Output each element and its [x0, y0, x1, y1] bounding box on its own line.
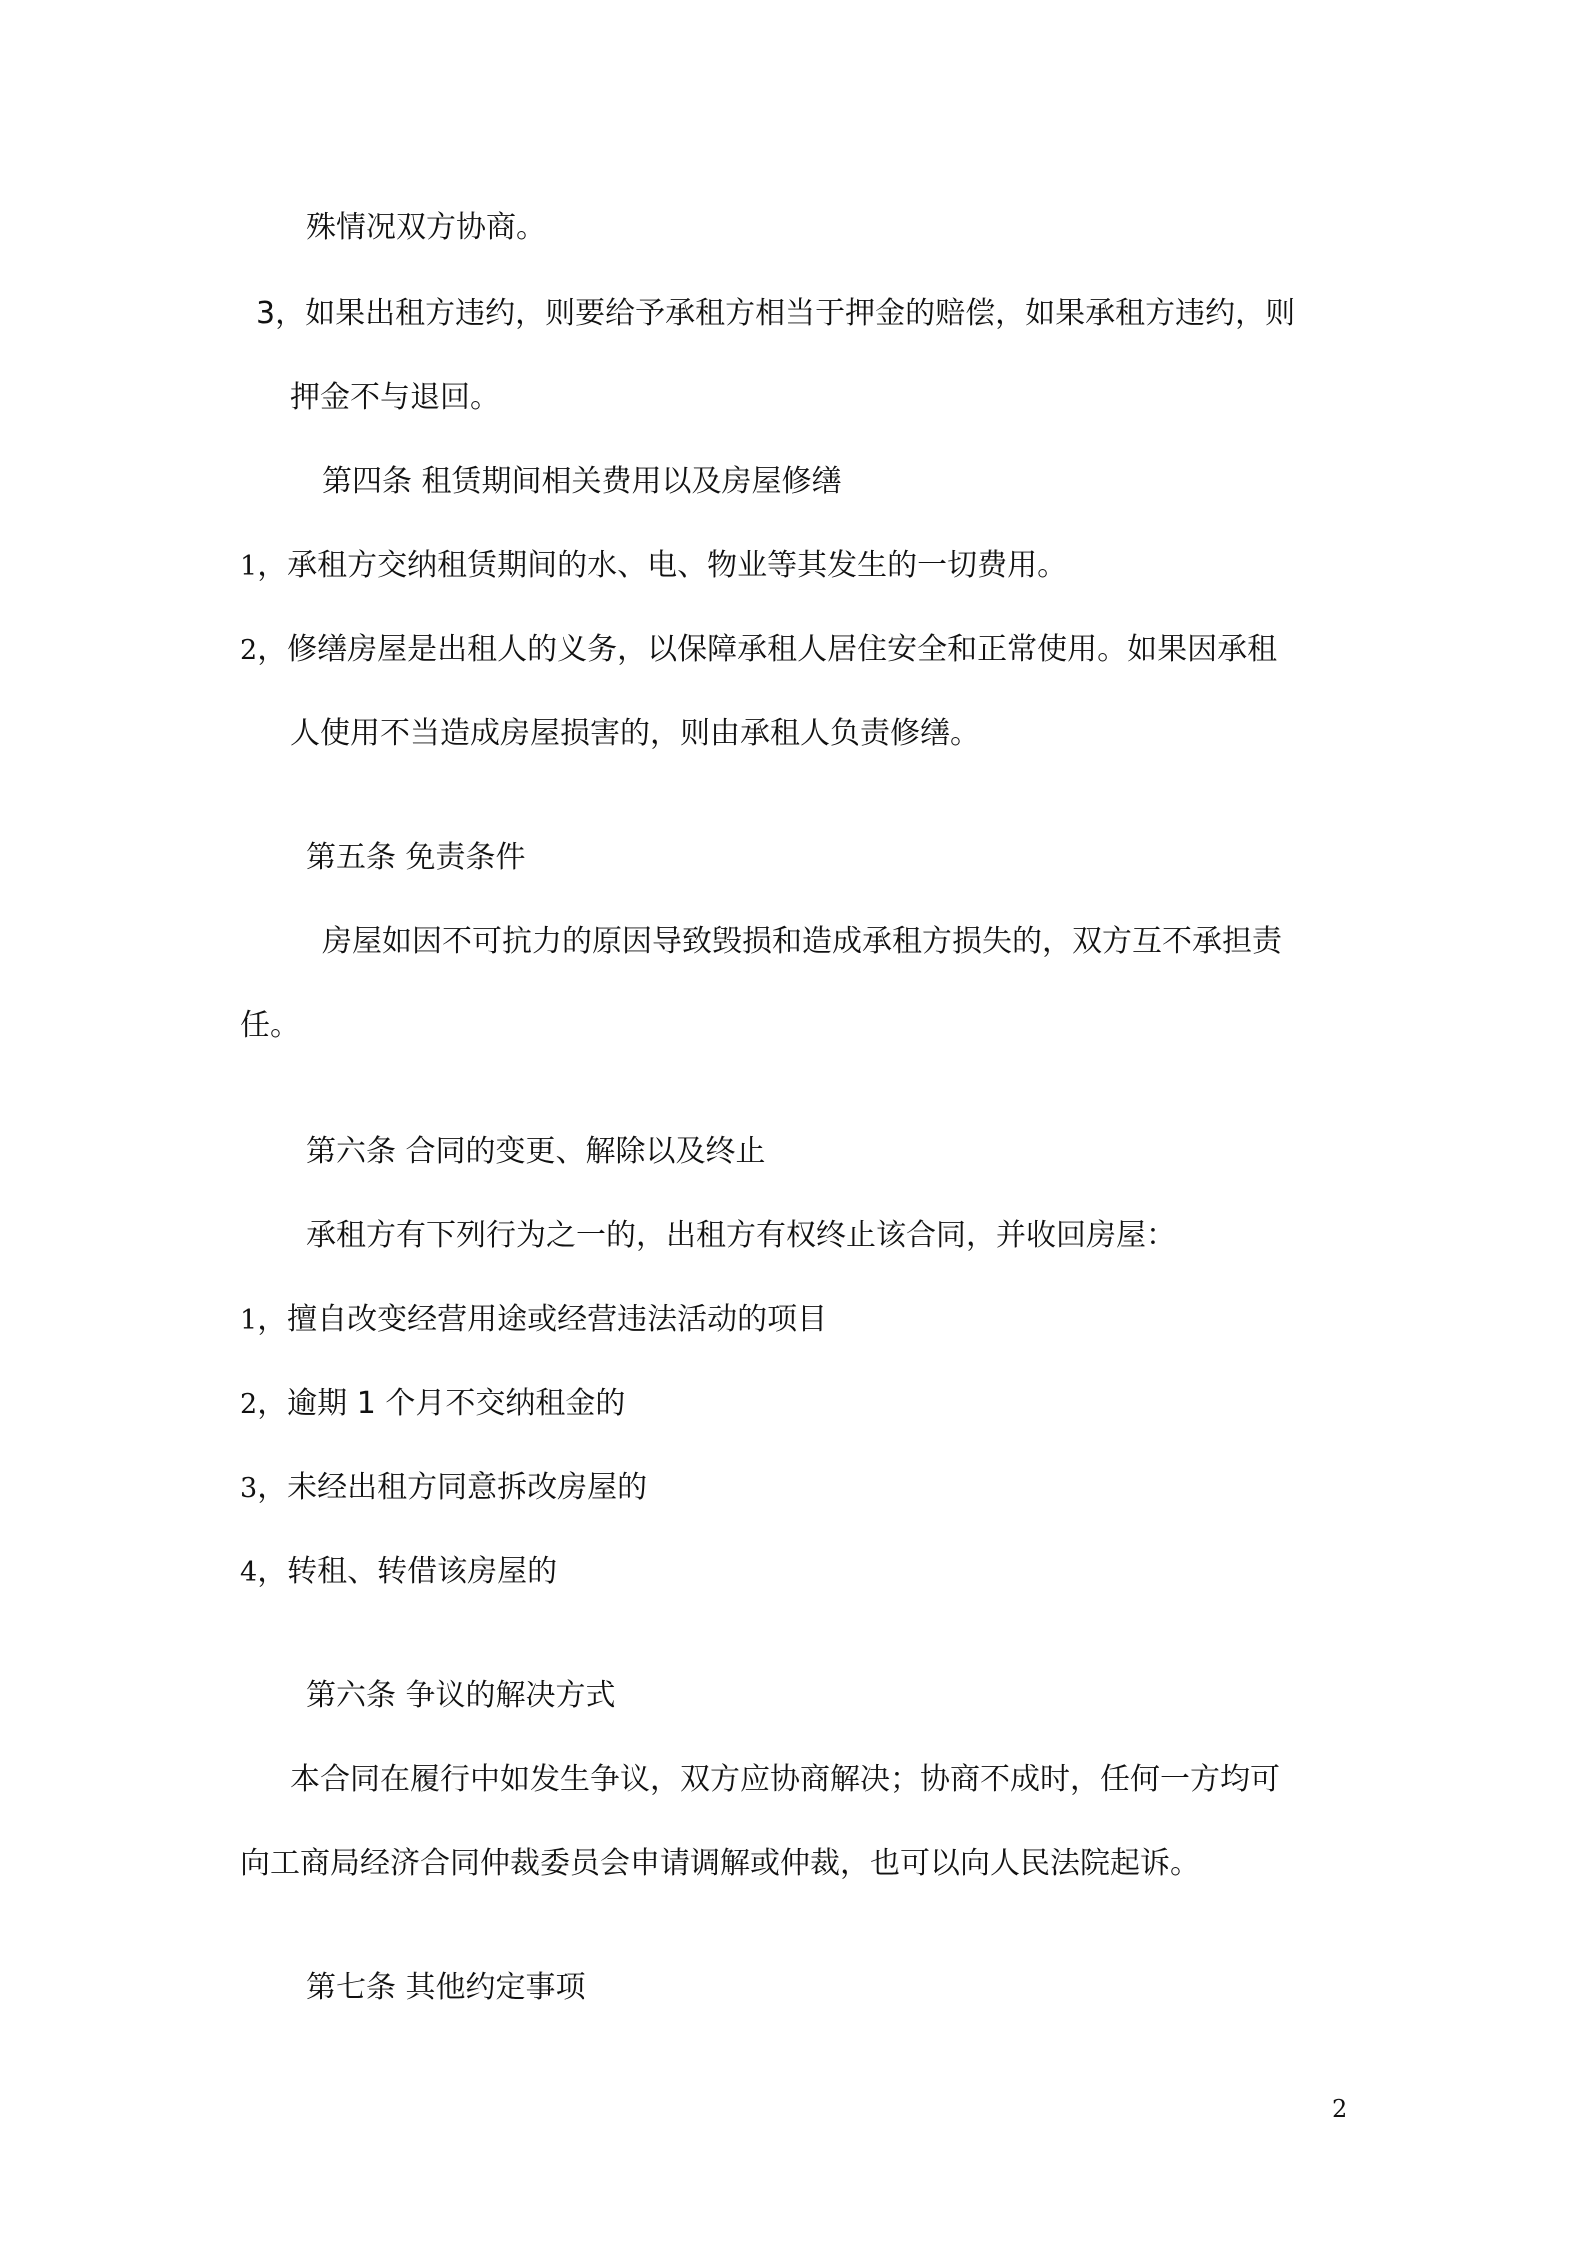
paragraph-continuation: 殊情况双方协商。 — [306, 210, 546, 245]
article-6-intro: 承租方有下列行为之一的，出租方有权终止该合同，并收回房屋： — [306, 1218, 1176, 1253]
article-4-heading: 第四条 租赁期间相关费用以及房屋修缮 — [322, 464, 842, 499]
item-text: ，修缮房屋是出租人的义务，以保障承租人居住安全和正常使用。如果因承租 — [257, 632, 1278, 667]
article-6-heading: 第六条 合同的变更、解除以及终止 — [306, 1134, 766, 1169]
item-number: 2 — [240, 635, 258, 666]
article-6-item-3 — [240, 1468, 647, 1509]
item-number: 3 — [240, 1473, 258, 1504]
item-text: ，逾期 1 个月不交纳租金的 — [257, 1386, 626, 1421]
article-4-item-2-continued: 人使用不当造成房屋损害的，则由承租人负责修缮。 — [290, 716, 980, 751]
article-6b-body: 本合同在履行中如发生争议，双方应协商解决；协商不成时，任何一方均可 — [290, 1762, 1280, 1797]
item-number: 2 — [240, 1389, 258, 1420]
page-number: 2 — [1332, 2095, 1348, 2123]
item-number: 1 — [240, 551, 258, 582]
item-text: ，承租方交纳租赁期间的水、电、物业等其发生的一切费用。 — [257, 548, 1068, 583]
article-7-heading: 第七条 其他约定事项 — [306, 1970, 586, 2005]
clause-item-3: 3，如果出租方违约，则要给予承租方相当于押金的赔偿，如果承租方违约，则 — [256, 296, 1296, 331]
article-5-heading: 第五条 免责条件 — [306, 840, 526, 875]
item-number: 4 — [240, 1557, 258, 1588]
article-6-item-4 — [240, 1552, 557, 1593]
article-5-body-continued: 任。 — [240, 1008, 300, 1043]
item-text: ，未经出租方同意拆改房屋的 — [257, 1470, 648, 1505]
article-6-item-1 — [240, 1300, 827, 1341]
clause-item-3-continued: 押金不与退回。 — [290, 380, 500, 415]
article-6-item-2 — [240, 1384, 625, 1425]
item-text: ，转租、转借该房屋的 — [257, 1554, 558, 1589]
article-4-item-2 — [240, 630, 1277, 671]
article-6b-heading: 第六条 争议的解决方式 — [306, 1678, 616, 1713]
item-number: 1 — [240, 1305, 258, 1336]
article-5-body: 房屋如因不可抗力的原因导致毁损和造成承租方损失的，双方互不承担责 — [322, 924, 1282, 959]
article-4-item-1 — [240, 546, 1067, 587]
item-text: ，擅自改变经营用途或经营违法活动的项目 — [257, 1302, 828, 1337]
article-6b-body-continued: 向工商局经济合同仲裁委员会申请调解或仲裁，也可以向人民法院起诉。 — [240, 1846, 1200, 1881]
